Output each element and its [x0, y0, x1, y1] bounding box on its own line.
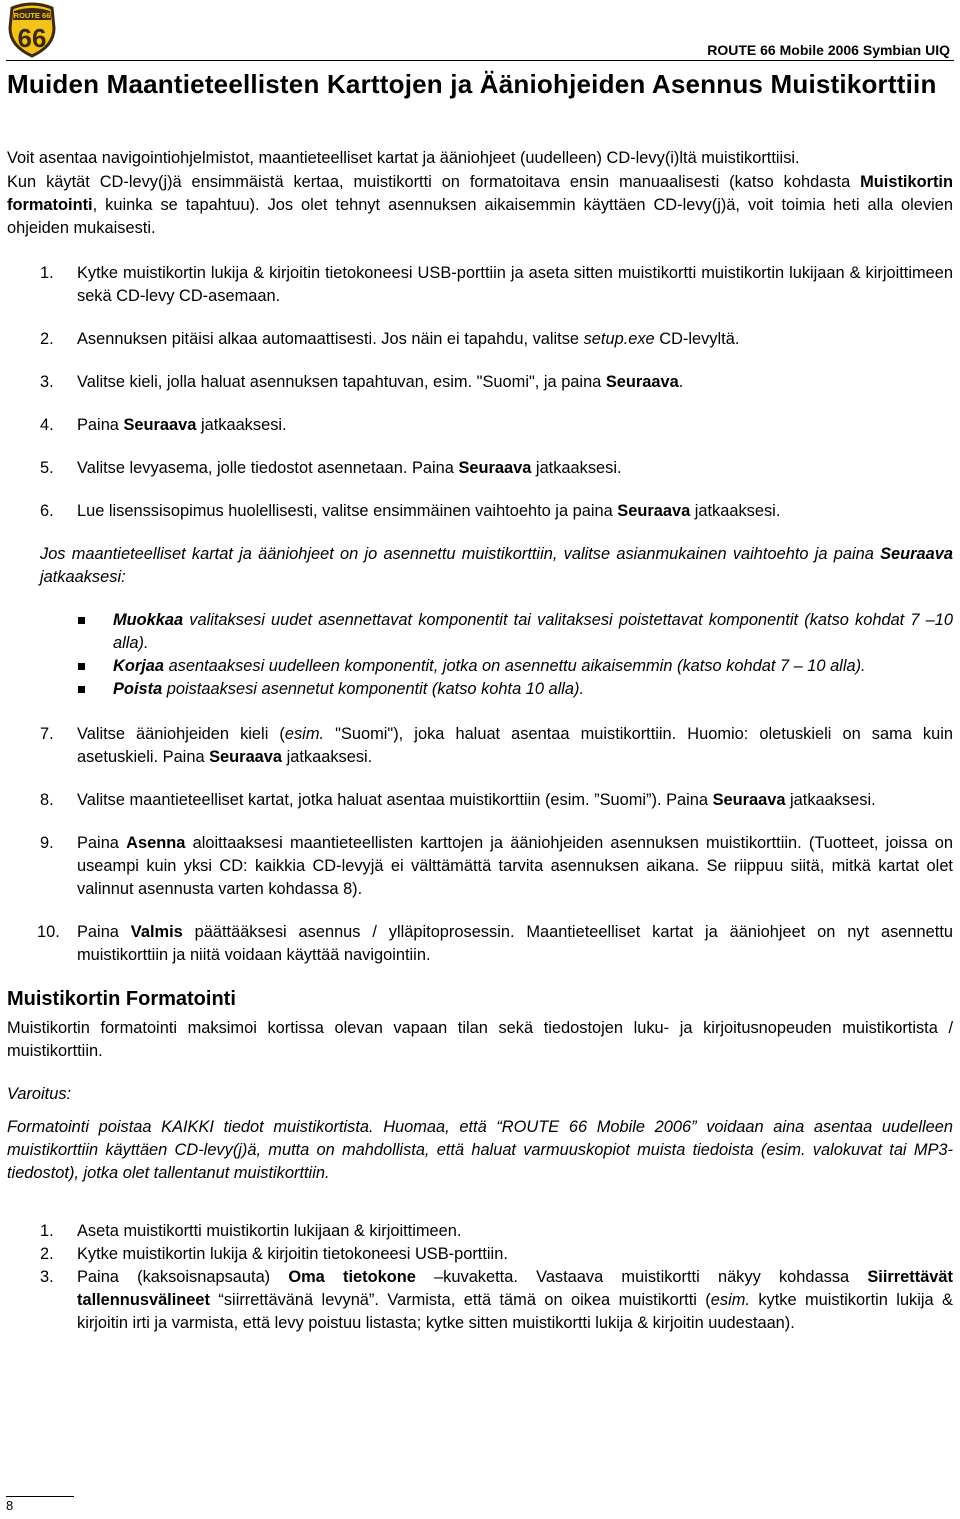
bullet-icon [78, 617, 85, 624]
list-item: 6. Lue lisenssisopimus huolellisesti, valitse ensimmäinen vaihtoehto ja paina Seuraava jatkaaksesi. [40, 502, 781, 520]
route-66-shield-icon [4, 2, 60, 58]
list-item: 2. Kytke muistikortin lukija & kirjoitin tietokoneesi USB-porttiin. [40, 1245, 508, 1263]
format-reference: Muistikortin formatointi [7, 173, 953, 214]
section-heading: Muistikortin Formatointi [7, 988, 236, 1010]
list-item: 4. Paina Seuraava jatkaaksesi. [40, 416, 287, 434]
list-item: 5. Valitse levyasema, jolle tiedostot asennetaan. Paina Seuraava jatkaaksesi. [40, 459, 622, 477]
list-item: Korjaa asentaaksesi uudelleen komponentit, jotka on asennettu aikaisemmin (katso kohdat 7 – 10 alla). [7, 655, 953, 678]
logo-text: ROUTE 66 [13, 11, 51, 20]
warning-text: Formatointi poistaa KAIKKI tiedot muistikortista. Huomaa, että “ROUTE 66 Mobile 2006” voidaan aina asentaa uudelleen muistikorttiin käyttäen CD-levy(j)ä, mutta on mahdollista, että haluat varmuuskopiot muista tiedoista (esim. valokuvat tai MP3-tiedostot), jotka olet tallentanut muistikorttiin. [7, 1118, 953, 1182]
installed-note: Jos maantieteelliset kartat ja ääniohjeet on jo asennettu muistikorttiin, valitse asianmukainen vaihtoehto ja paina Seuraava jatkaaksesi: [40, 545, 953, 586]
list-item: 1. Kytke muistikortin lukija & kirjoitin tietokoneesi USB-porttiin ja aseta sitten muistikortti muistikortin lukijaan & kirjoittimeen sekä CD-levy CD-asemaan. [40, 264, 953, 305]
list-item: 2. Asennuksen pitäisi alkaa automaattisesti. Jos näin ei tapahdu, valitse setup.exe CD-levyltä. [40, 330, 740, 348]
list-item: 3. Paina (kaksoisnapsauta) Oma tietokone –kuvaketta. Vastaava muistikortti näkyy kohdassa Siirrettävät tallennusvälineet “siirrettävänä levynä”. Varmista, että tämä on oikea muistikortti (esim. kytke muistikortin lukija & kirjoitin irti ja varmista, että levy poistuu listasta; kytke sitten muistikortti lukija & kirjoitin uudestaan). [40, 1268, 953, 1332]
footer-divider [6, 1496, 74, 1497]
page-number: 8 [6, 1498, 14, 1513]
list-item: 3. Valitse kieli, jolla haluat asennuksen tapahtuvan, esim. "Suomi", ja paina Seuraava. [40, 373, 684, 391]
list-item: 1. Aseta muistikortti muistikortin lukijaan & kirjoittimeen. [40, 1222, 462, 1240]
list-item: Muokkaa valitaksesi uudet asennettavat komponentit tai valitaksesi poistettavat komponentit (katso kohdat 7 –10 alla). [7, 609, 953, 655]
install-steps [7, 262, 953, 523]
intro-paragraph: Voit asentaa navigointiohjelmistot, maantieteelliset kartat ja ääniohjeet (uudelleen) CD-levy(i)ltä muistikorttiisi. [7, 149, 800, 167]
format-intro: Muistikortin formatointi maksimoi kortissa olevan vapaan tilan sekä tiedostojen luku- ja kirjoitusnopeuden muistikortista / muistikorttiin. [7, 1019, 953, 1060]
bullet-icon [78, 663, 85, 670]
option-list [7, 609, 953, 701]
bullet-icon [78, 686, 85, 693]
note-paragraph: Kun käytät CD-levy(j)ä ensimmäistä kertaa, muistikortti on formatoitava ensin manuaalisesti (katso kohdasta Muistikortin formatointi, kuinka se tapahtuu). Jos olet tehnyt asennuksen aikaisemmin käyttäen CD-levy(j)ä, voit toimia heti alla olevien ohjeiden mukaisesti. [7, 173, 953, 237]
header-divider [6, 60, 954, 61]
document-body [7, 147, 953, 1335]
format-steps [7, 1220, 953, 1335]
list-item: Poista poistaaksesi asennetut komponentit (katso kohta 10 alla). [7, 678, 953, 701]
list-item: 7. Valitse ääniohjeiden kieli (esim. "Suomi"), joka haluat asentaa muistikorttiin. Huomio: oletuskieli on sama kuin asetuskieli. Paina Seuraava jatkaaksesi. [40, 725, 953, 766]
page-title: Muiden Maantieteellisten Karttojen ja Ääniohjeiden Asennus Muistikorttiin [7, 69, 937, 99]
product-name: ROUTE 66 Mobile 2006 Symbian UIQ [707, 42, 950, 58]
install-steps-continued [7, 723, 953, 967]
warning-label: Varoitus: [7, 1085, 72, 1103]
svg-text:66: 66 [17, 23, 47, 53]
list-item: 9. Paina Asenna aloittaaksesi maantieteellisten karttojen ja ääniohjeiden asennuksen muistikorttiin. (Tuotteet, joissa on useampi kuin yksi CD: kaikkia CD-levyjä ei välttämättä tarvita asennuksen aikana. Se riippuu siitä, mitkä kartat olet valinnut asennusta varten kohdassa 8). [40, 834, 953, 898]
list-item: 8. Valitse maantieteelliset kartat, jotka haluat asentaa muistikorttiin (esim. ”Suomi”). Paina Seuraava jatkaaksesi. [40, 791, 876, 809]
list-item: 10. Paina Valmis päättääksesi asennus / ylläpitoprosessin. Maantieteelliset kartat ja ääniohjeet on nyt asennettu muistikorttiin ja niitä voidaan käyttää navigointiin. [37, 923, 953, 964]
